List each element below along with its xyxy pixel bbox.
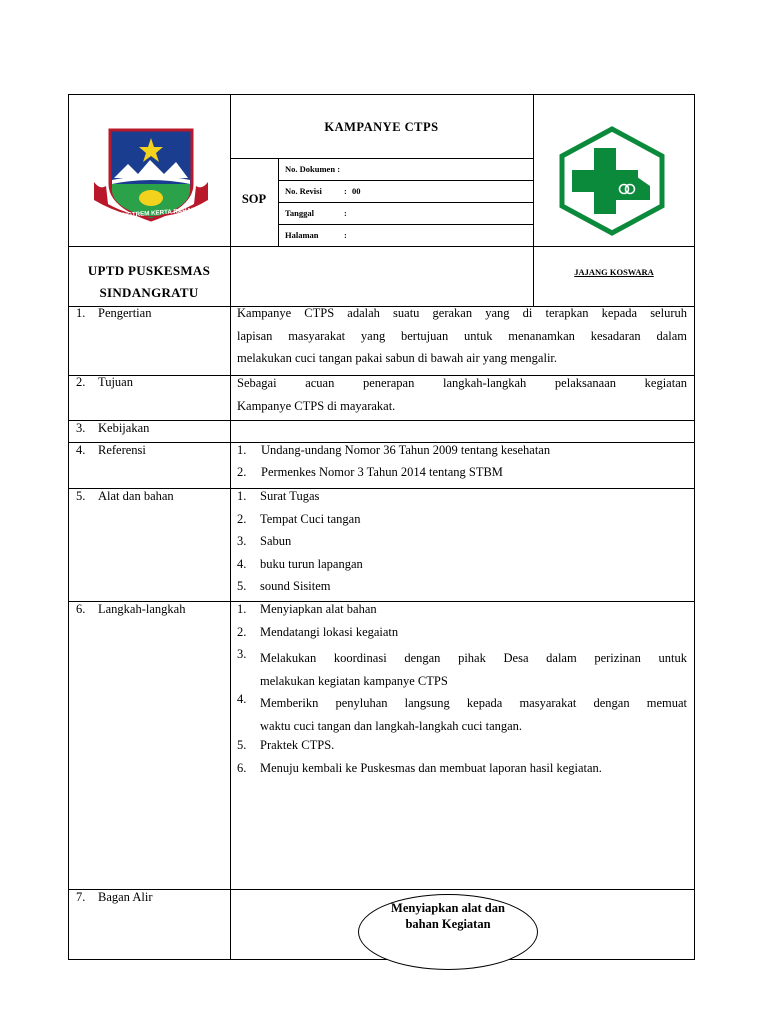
field-no-revisi <box>285 186 525 196</box>
item-text: Tempat Cuci tangan <box>260 512 361 526</box>
section-title: Langkah-langkah <box>98 602 186 616</box>
field-divider-3 <box>278 224 533 225</box>
section-title: Tujuan <box>98 375 133 389</box>
list-item <box>237 692 687 733</box>
section-5-label <box>76 489 174 504</box>
item-text: Praktek CTPS. <box>260 738 335 752</box>
item-text <box>260 647 687 692</box>
item-text: Permenkes Nomor 3 Tahun 2014 tentang STBM <box>261 465 503 479</box>
section-title: Pengertian <box>98 306 152 320</box>
field-divider-2 <box>278 202 533 203</box>
item-line: melakukan kegiatan kampanye CTPS <box>260 673 448 688</box>
border-bottom <box>68 959 695 960</box>
item-text <box>260 692 687 737</box>
flow-line: bahan Kegiatan <box>405 917 491 931</box>
flow-line: Menyiapkan alat dan <box>391 901 505 915</box>
item-number: 5. <box>237 738 247 752</box>
list-item <box>237 557 363 572</box>
field-halaman <box>285 230 525 240</box>
list-item <box>237 534 292 549</box>
section-title: Alat dan bahan <box>98 489 174 503</box>
section-number: 4. <box>76 443 86 457</box>
list-item <box>237 579 331 594</box>
item-text: Menuju kembali ke Puskesmas dan membuat laporan hasil kegiatan. <box>260 761 602 775</box>
field-label: Tanggal <box>285 208 314 218</box>
section-4-label <box>76 443 146 458</box>
item-number: 1. <box>237 489 247 503</box>
item-number: 4. <box>237 692 247 706</box>
list-item <box>237 489 320 504</box>
list-item <box>237 443 551 458</box>
section-number: 6. <box>76 602 86 616</box>
puskesmas-logo <box>558 126 666 236</box>
item-line: Memberikn penyluhan langsung kepada masyarakat dengan memuat <box>260 696 687 710</box>
item-number: 2. <box>237 465 247 479</box>
item-number: 5. <box>237 579 247 593</box>
field-sep: : <box>337 164 341 174</box>
content-line: melakukan cuci tangan pakai sabun di bawah air yang mengalir. <box>237 351 558 365</box>
list-item <box>237 512 361 527</box>
sop-document <box>68 94 695 960</box>
field-sep: : <box>344 230 347 240</box>
item-number: 3. <box>237 647 247 661</box>
field-label: Halaman <box>285 230 319 240</box>
field-sep: : <box>344 208 347 218</box>
list-item <box>237 465 503 480</box>
content-line: Kampanye CTPS di mayarakat. <box>237 398 396 413</box>
header-divider <box>68 246 695 247</box>
item-number: 1. <box>237 443 247 457</box>
column-divider <box>230 94 231 960</box>
section-3-label <box>76 421 150 436</box>
content-line: Kampanye CTPS adalah suatu gerakan yang di terapkan kepada seluruh <box>237 306 687 320</box>
section-number: 7. <box>76 890 86 904</box>
section-6-label <box>76 602 186 617</box>
item-number: 3. <box>237 534 247 548</box>
item-text: Menyiapkan alat bahan <box>260 602 377 616</box>
section-number: 1. <box>76 306 86 320</box>
section-2-label <box>76 375 133 390</box>
section-number: 2. <box>76 375 86 389</box>
item-number: 2. <box>237 512 247 526</box>
regency-emblem <box>90 124 212 226</box>
sop-label: SOP <box>241 192 267 206</box>
field-divider-1 <box>278 180 533 181</box>
org-line-1: UPTD PUSKESMAS <box>87 263 211 278</box>
content-line: lapisan masyarakat yang bertujuan untuk menanamkan kesadaran dalam <box>237 328 687 343</box>
section-title: Kebijakan <box>98 421 150 435</box>
list-item <box>237 602 377 617</box>
field-sep: : <box>344 186 347 196</box>
list-item <box>237 738 335 753</box>
field-label: No. Dokumen <box>285 164 336 174</box>
section-number: 3. <box>76 421 86 435</box>
list-item <box>237 761 602 776</box>
organization-name <box>68 260 230 304</box>
section-number: 5. <box>76 489 86 503</box>
field-value: 00 <box>352 186 361 196</box>
section-title: Referensi <box>98 443 146 457</box>
item-number: 2. <box>237 625 247 639</box>
section-title: Bagan Alir <box>98 890 153 904</box>
field-no-dokumen <box>285 164 340 174</box>
page-title: KAMPANYE CTPS <box>324 120 439 134</box>
border-left <box>68 94 69 960</box>
section-1-content <box>237 302 687 370</box>
emblem-motto: TATA TENGTREM KERTA RAHARJA <box>97 206 204 221</box>
item-line: Melakukan koordinasi dengan pihak Desa dalam perizinan untuk <box>260 651 687 665</box>
item-number: 1. <box>237 602 247 616</box>
border-top <box>68 94 695 95</box>
border-right <box>694 94 695 960</box>
content-line: Sebagai acuan penerapan langkah-langkah pelaksanaan kegiatan <box>237 376 687 390</box>
section-7-label <box>76 890 153 905</box>
item-text: Undang-undang Nomor 36 Tahun 2009 tentang kesehatan <box>261 443 551 457</box>
list-item <box>237 625 399 640</box>
field-label: No. Revisi <box>285 186 322 196</box>
item-text: sound Sisitem <box>260 579 331 593</box>
item-number: 6. <box>237 761 247 775</box>
field-tanggal <box>285 208 525 218</box>
item-number: 4. <box>237 557 247 571</box>
title-divider <box>230 158 533 159</box>
item-text: Mendatangi lokasi kegaiatn <box>260 625 399 639</box>
section-1-label <box>76 306 152 321</box>
list-item <box>237 647 687 688</box>
item-text: buku turun lapangan <box>260 557 363 571</box>
section-2-content <box>237 372 687 417</box>
item-line: waktu cuci tangan dan langkah-langkah cuci tangan. <box>260 718 523 733</box>
item-text: Sabun <box>260 534 292 548</box>
section-divider-6 <box>68 889 695 890</box>
org-line-2: SINDANGRATU <box>99 285 199 300</box>
signer-name: JAJANG KOSWARA <box>574 267 654 277</box>
flowchart-start-label <box>368 900 528 932</box>
item-text: Surat Tugas <box>260 489 320 503</box>
section-divider-2 <box>68 420 695 421</box>
